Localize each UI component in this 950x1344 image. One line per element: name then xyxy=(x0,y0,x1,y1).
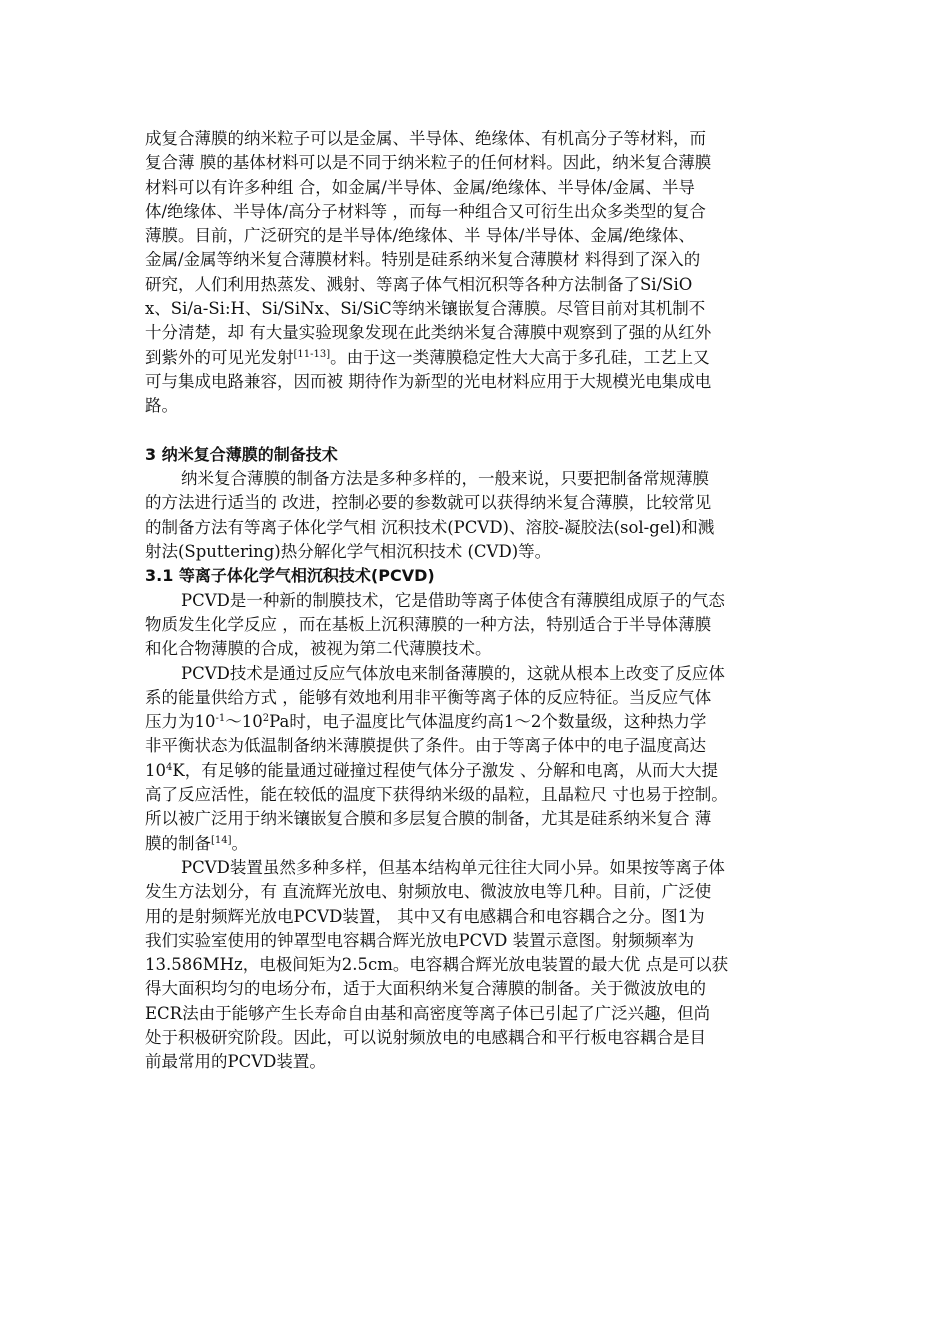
text-line: 材料可以有许多种组 合，如金属/半导体、金属/绝缘体、半导体/金属、半导 xyxy=(145,177,695,197)
text-line: 薄膜。目前，广泛研究的是半导体/绝缘体、半 导体/半导体、金属/绝缘体、 xyxy=(145,226,695,246)
text-line: PCVD是一种新的制膜技术，它是借助等离子体使含有薄膜组成原子的气态 xyxy=(181,590,725,610)
subsection-heading: 3.1 等离子体化学气相沉积技术(PCVD) xyxy=(145,566,435,586)
text-line: 体/绝缘体、半导体/高分子材料等 ，而每一种组合又可衍生出众多类型的复合 xyxy=(145,201,706,221)
text-span: 。由于这一类薄膜稳定性大大高于多孔硅，工艺上又 xyxy=(330,347,710,367)
text-line: 的制备方法有等离子体化学气相 沉积技术(PCVD)、溶胶-凝胶法(sol-gel)和溅 xyxy=(145,517,715,537)
text-line: 复合薄 膜的基体材料可以是不同于纳米粒子的任何材料。因此，纳米复合薄膜 xyxy=(145,153,712,173)
text-line xyxy=(145,832,825,856)
superscript: 2 xyxy=(262,713,270,725)
text-line: ECR法由于能够产生长寿命自由基和高密度等离子体已引起了广泛兴趣，但尚 xyxy=(145,1003,711,1023)
text-span: 压力为10 xyxy=(145,712,216,732)
text-line xyxy=(145,759,825,783)
text-line: 十分清楚，却 有大量实验现象发现在此类纳米复合薄膜中观察到了强的从红外 xyxy=(145,323,712,343)
text-line: 系的能量供给方式 ，能够有效地利用非平衡等离子体的反应特征。当反应气体 xyxy=(145,687,712,707)
text-span: 到紫外的可见光发射 xyxy=(145,347,294,367)
text-line: 所以被广泛用于纳米镶嵌复合膜和多层复合膜的制备，尤其是硅系纳米复合 薄 xyxy=(145,809,712,829)
text-line: 得大面积均匀的电场分布，适于大面积纳米复合薄膜的制备。关于微波放电的 xyxy=(145,979,706,999)
citation-ref: [11-13] xyxy=(293,348,331,360)
superscript: -1 xyxy=(215,713,226,725)
text-line: 金属/金属等纳米复合薄膜材料。特别是硅系纳米复合薄膜材 料得到了深入的 xyxy=(145,250,701,270)
superscript: 4 xyxy=(166,761,173,773)
text-line xyxy=(145,710,825,734)
text-line: 物质发生化学反应 ，而在基板上沉积薄膜的一种方法，特别适合于半导体薄膜 xyxy=(145,614,712,634)
text-line: 非平衡状态为低温制备纳米薄膜提供了条件。由于等离子体中的电子温度高达 xyxy=(145,736,706,756)
text-line: 高了反应活性，能在较低的温度下获得纳米级的晶粒，且晶粒尺 寸也易于控制。 xyxy=(145,785,728,805)
text-line: 纳米复合薄膜的制备方法是多种多样的，一般来说，只要把制备常规薄膜 xyxy=(181,469,709,489)
text-span: K，有足够的能量通过碰撞过程使气体分子激发 、分解和电离，从而大大提 xyxy=(172,760,718,780)
text-line: 发生方法划分，有 直流辉光放电、射频放电、微波放电等几种。目前，广泛使 xyxy=(145,882,712,902)
text-line: 处于积极研究阶段。因此，可以说射频放电的电感耦合和平行板电容耦合是目 xyxy=(145,1027,706,1047)
text-span: 膜的制备 xyxy=(145,833,211,853)
body-text xyxy=(145,127,825,1075)
section-heading: 3 纳米复合薄膜的制备技术 xyxy=(145,444,338,464)
text-line: 和化合物薄膜的合成，被视为第二代薄膜技术。 xyxy=(145,639,492,659)
text-line: 路。 xyxy=(145,396,178,416)
citation-ref: [14] xyxy=(211,834,232,846)
text-span: ～10 xyxy=(225,712,263,732)
text-line: 研究，人们利用热蒸发、溅射、等离子体气相沉积等各种方法制备了Si/SiO xyxy=(145,274,693,294)
text-line: 的方法进行适当的 改进，控制必要的参数就可以获得纳米复合薄膜，比较常见 xyxy=(145,493,712,513)
text-line: 用的是射频辉光放电PCVD装置， 其中又有电感耦合和电容耦合之分。图1为 xyxy=(145,906,705,926)
text-line xyxy=(145,346,825,370)
paragraph-gap xyxy=(145,419,825,443)
text-line: 成复合薄膜的纳米粒子可以是金属、半导体、绝缘体、有机高分子等材料，而 xyxy=(145,129,706,148)
text-span: Pa时，电子温度比气体温度约高1～2个数量级，这种热力学 xyxy=(269,712,707,732)
text-line: 我们实验室使用的钟罩型电容耦合辉光放电PCVD 装置示意图。射频频率为 xyxy=(145,930,695,950)
text-span: 10 xyxy=(145,760,166,780)
text-line: PCVD技术是通过反应气体放电来制备薄膜的，这就从根本上改变了反应体 xyxy=(181,663,725,683)
text-line: 13.586MHz，电极间矩为2.5cm。电容耦合辉光放电装置的最大优 点是可以获 xyxy=(145,955,729,975)
text-line: 前最常用的PCVD装置。 xyxy=(145,1052,326,1072)
text-line: PCVD装置虽然多种多样，但基本结构单元往往大同小异。如果按等离子体 xyxy=(181,857,725,877)
text-span: 。 xyxy=(231,833,249,853)
text-line: 射法(Sputtering)热分解化学气相沉积技术 (CVD)等。 xyxy=(145,542,552,562)
text-line: 可与集成电路兼容，因而被 期待作为新型的光电材料应用于大规模光电集成电 xyxy=(145,371,712,391)
text-line: x、Si/a-Si:H、Si/SiNx、Si/SiC等纳米镶嵌复合薄膜。尽管目前对其机制不 xyxy=(145,299,706,319)
